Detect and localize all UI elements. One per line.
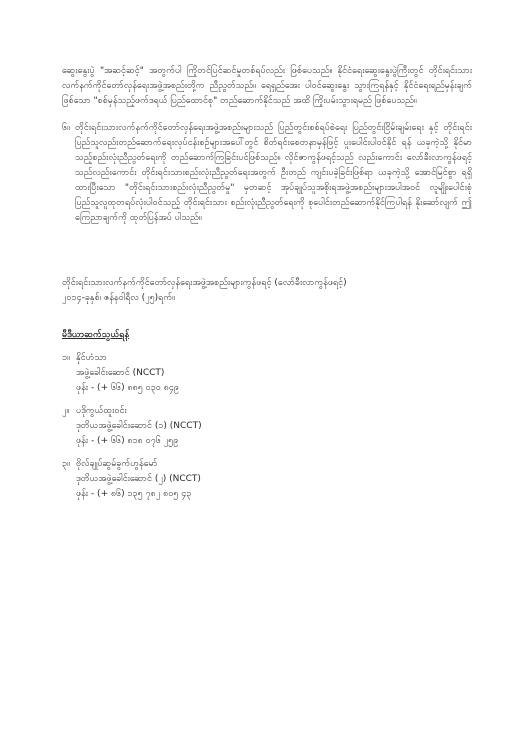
contact-item	[62, 457, 472, 502]
contact-role: ဒုတိယအဖွဲ့ခေါင်းဆောင် (၁) (NCCT)	[76, 421, 202, 431]
issue-date: ၂၀၁၄-ခုနှစ်၊ ဇန်နဝါရီလ (၂၅)ရက်။	[62, 293, 175, 303]
contact-role: အဖွဲ့ခေါင်းဆောင် (NCCT)	[76, 368, 165, 378]
document-body	[62, 64, 472, 502]
paragraph-text: တိုင်းရင်းသားလက်နက်ကိုင်တော်လှန်ရေးအဖွဲ့အစည်းများသည် ပြည်တွင်းစစ်ရပ်စဲရေး ပြည်တွင်းငြိမ်းချမ်းရေး နှင့် တိုင်းရင်းပြည်သူလည်းတည်ဆောက်ရေးလုပ်ငန်းစဉ်များအပေါ်တွင် စိတ်ရင်းစေတနာမှန်ဖြင့် ပူးပေါင်းပါဝင်နိုင် ရန် ယခုကဲ့သို့ နိုင်မာသည့်စည်းလုံးညီညွတ်ရေးကို တည်ဆောက်ကြခြင်းပင်ဖြစ်သည်။ လိုင်ဇာကွန်ဖရင့်သည် လည်းကောင်း လော်ခီးလာကွန်ဖရင့်သည်လည်းကောင်း တိုင်းရင်းသားစည်းလုံးညီညွတ်ရေးအတွက် ဦးတည် ကျင်းပခဲ့ခြင်းဖြစ်ရာ ယခုကဲ့သို့ အောင်မြင်စွာ ရရှိထားပြီးသော "တိုင်းရင်းသားစည်းလုံးညီညွတ်မှု" မှတဆင့် အုပ်ချုပ်သူအစိုးရအဖွဲ့အစည်းများအပါအဝင် လူမျိုးပေါင်းစုံပြည်သူလူထုတရပ်လုံးပါဝင်သည့် တိုင်းရင်းသား စည်းလုံးညီညွတ်ရေးကို စုပေါင်းတည်ဆောက်နိုင်ကြပါရန် နိုးဆော်လျက် ဤကြေညာချက်ကို ထုတ်ပြန်အပ် ပါသည်။	[75, 123, 472, 223]
contact-item	[62, 351, 472, 396]
contact-phone: ဖုန်း - (+ ၈၆) ၁၃၅ ၇၈၂ ၈၀၅ ၄၃	[76, 489, 192, 499]
contact-number: ၃။	[62, 459, 70, 469]
issuer-name: တိုင်းရင်းသားလက်နက်ကိုင်တော်လှန်ရေးအဖွဲ့အစည်းများကွန်ဖရင့် (လော်ခီးလာကွန်ဖရင့်)	[62, 278, 347, 288]
numbered-paragraph-6	[62, 121, 472, 226]
contact-role: ဒုတိယအဖွဲ့ခေါင်းဆောင် (၂) (NCCT)	[76, 474, 201, 484]
signature-block	[62, 276, 472, 306]
contact-number: ၂။	[62, 406, 70, 416]
contact-phone: ဖုန်း - (+ ၆၆) ၈၁၈ ၀၇၆ ၂၅၉	[76, 436, 179, 446]
intro-paragraph: ဆွေးနွေးပွဲ "အဆင့်ဆင့်" အတွက်ပါ ကြိုတင်ပြင်ဆင်မှုတစ်ရပ်လည်း ဖြစ်ပေသည်။ နိုင်ငံရေးဆွေးနွေးပွဲကြီးတွင် တိုင်းရင်းသားလက်နက်ကိုင်တော်လှန်ရေးအဖွဲ့အစည်းတို့က ညီညွတ်သည်။ ရေရှည်အေး ပါဝင်ဆွေးနွေး သွားကြရန်နှင့် နိုင်ငံရေးရည်မှန်းချက်ဖြစ်သော "စစ်မှန်သည့်ဖက်ဒရယ် ပြည်ထောင်စု" တည်ဆောက်နိုင်သည် အထိ ကြိုးပမ်းသွားရမည် ဖြစ်ပေသည်။	[62, 66, 472, 106]
contact-item	[62, 404, 472, 449]
paragraph-number: ၆။	[62, 123, 70, 133]
contact-number: ၁။	[62, 353, 70, 363]
media-contacts-heading: မီဒီယာဆက်သွယ်ရန်	[62, 330, 130, 340]
contact-name: နိုင်ဟံသာ	[76, 353, 107, 363]
contact-name: ပဒိုကွယ်ထူးဝင်း	[76, 406, 127, 416]
contact-phone: ဖုန်း - (+ ၆၆) ၈၈၅ ၀၃၀ ၈၄၉	[76, 383, 179, 393]
contact-name: ဗိုလ်ချုပ်ဆွမ်ခွက်ဟွန်မော်	[76, 459, 158, 469]
